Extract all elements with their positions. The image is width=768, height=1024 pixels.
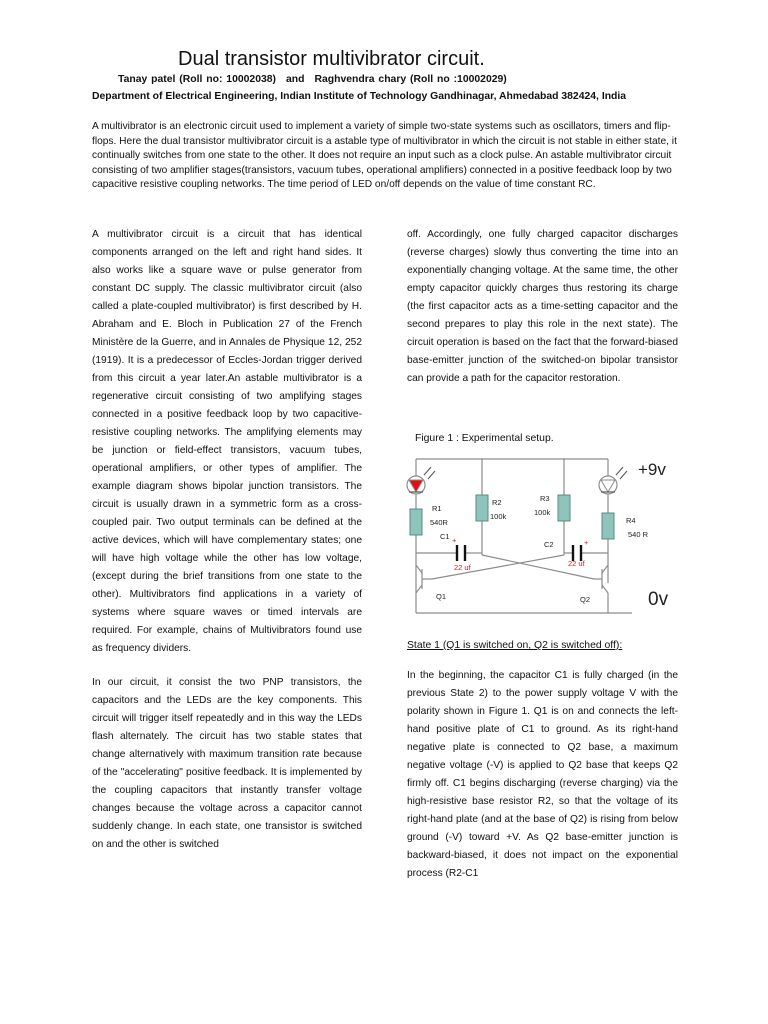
author-1: Tanay patel (Roll no: 10002038): [118, 74, 276, 85]
state-1-heading: State 1 (Q1 is switched on, Q2 is switched off):: [407, 640, 623, 651]
resistor-r4: [602, 513, 614, 539]
r3-label: R3: [540, 494, 550, 503]
resistor-r1: [410, 509, 422, 535]
led-right-ray-2: [620, 471, 627, 479]
supply-voltage-label: +9v: [638, 460, 666, 479]
r1-label: R1: [432, 504, 442, 513]
q2-collector: [602, 565, 608, 573]
c1-label: C1: [440, 532, 450, 541]
right-column-top: [407, 226, 678, 388]
resistor-r3: [558, 495, 570, 521]
author-line: [118, 74, 507, 85]
ground-voltage-label: 0v: [648, 589, 669, 610]
circuit-diagram: [404, 453, 684, 621]
resistor-r2: [476, 495, 488, 521]
led-left-ray-1: [424, 467, 431, 475]
author-conjunction: and: [286, 74, 305, 85]
right-column-bottom: [407, 667, 678, 883]
q1-label: Q1: [436, 592, 447, 601]
c2-label: C2: [544, 540, 554, 549]
led-right-symbol: [599, 467, 627, 494]
r4-label: R4: [626, 516, 636, 525]
author-2: Raghvendra chary (Roll no :10002029): [314, 74, 507, 85]
left-paragraph-1: A multivibrator circuit is a circuit that has identical components arranged on the left and right hand sides. It also works like a square wave or pulse generator from constant DC supply. The classic multivibrator circuit (also called a plate-coupled multivibrator) is first described by H. Abraham and E. Bloch in Publication 27 of the French Ministère de la Guerre, and in Annales de Physique 12, 252 (1919). It is a predecessor of Eccles-Jordan trigger derived from this circuit a year later.An astable multivibrator is a regenerative circuit consisting of two amplifying stages connected in a positive feedback loop by two capacitive-resistive coupling networks. The amplifying elements may be junction or field-effect transistors, vacuum tubes, operational amplifiers, or other types of amplifier. The example diagram shows bipolar junction transistors. The circuit is usually drawn in a symmetric form as a cross-coupled pair. Two output terminals can be defined at the active devices, which will have complementary states; one will have high voltage while the other has low voltage, (except during the brief transitions from one state to the other). Multivibrators find applications in a variety of systems where square waves or timed intervals are required. For example, chains of Multivibrators found use as frequency dividers.: [92, 229, 362, 654]
r3-value: 100k: [534, 508, 551, 517]
r4-value: 540 R: [628, 530, 649, 539]
r2-value: 100k: [490, 512, 507, 521]
abstract: A multivibrator is an electronic circuit used to implement a variety of simple two-state systems such as oscillators, timers and flip-flops. Here the dual transistor multivibrator circuit is a astable type of multivibrator in which the circuit is not stable in either state, it continually switches from one state to the other. It does not require an input such as a clock pulse. An astable multivibrator circuit consisting of two amplifier stages(transistors, vacuum tubes, operational amplifiers) connected in a positive feedback loop by two capacitive resistive coupling networks. The time period of LED on/off depends on the value of time constant RC.: [92, 121, 677, 191]
left-paragraph-2: In our circuit, it consist the two PNP transistors, the capacitors and the LEDs are the key components. This circuit will trigger itself repeatedly and in this way the LEDs flash alternately. The circuit has two stable states that change alternatively with maximum transition rate because of the "accelerating" positive feedback. It is implemented by the coupling capacitors that instantly transfer voltage changes because the voltage across a capacitor cannot suddenly change. In each state, one transistor is switched on and the other is switched: [92, 677, 362, 850]
c1-value: 22 uf: [454, 563, 471, 572]
r1-value: 540R: [430, 518, 448, 527]
q1-collector: [416, 565, 422, 573]
r2-label: R2: [492, 498, 502, 507]
right-paragraph-2: In the beginning, the capacitor C1 is fully charged (in the previous State 2) to the power supply voltage V with the polarity shown in Figure 1. Q1 is on and connects the left-hand positive plate of C1 to ground. As its right-hand negative plate is connected to Q2 base, a maximum negative voltage (-V) is applied to Q2 base that keeps Q2 firmly off. C1 begins discharging (reverse charging) via the high-resistive base resistor R2, so that the voltage of its right-hand plate (and at the base of Q2) is rising from below ground (-V) toward +V. As Q2 base-emitter junction is backward-biased, it does not impact on the exponential process (R2-C1: [407, 670, 678, 879]
right-paragraph-1: off. Accordingly, one fully charged capacitor discharges (reverse charges) slowly thus converting the time into an exponentially changing voltage. At the same time, the other empty capacitor quickly charges thus restoring its charge (the first capacitor acts as a time-setting capacitor and the second prepares to play this role in the next state). The circuit operation is based on the fact that the forward-biased base-emitter junction of the switched-on bipolar transistor can provide a path for the capacitor restoration.: [407, 229, 678, 384]
circuit-figure: [404, 453, 684, 621]
led-left-symbol: [407, 467, 435, 494]
capacitor-c1: [457, 545, 465, 561]
c1-polarity: +: [452, 536, 457, 545]
led-right-ray-1: [616, 467, 623, 475]
q1-emitter: [416, 585, 422, 593]
q2-emitter: [602, 585, 608, 593]
paper-title: Dual transistor multivibrator circuit.: [178, 48, 485, 70]
q2-label: Q2: [580, 595, 591, 604]
figure-caption: Figure 1 : Experimental setup.: [415, 433, 554, 444]
led-left-ray-2: [428, 471, 435, 479]
c2-value: 22 uf: [568, 559, 585, 568]
c2-polarity: +: [584, 538, 589, 547]
left-column: [92, 226, 362, 854]
affiliation: Department of Electrical Engineering, Indian Institute of Technology Gandhinagar, Ahmedabad 382424, India: [92, 91, 627, 102]
